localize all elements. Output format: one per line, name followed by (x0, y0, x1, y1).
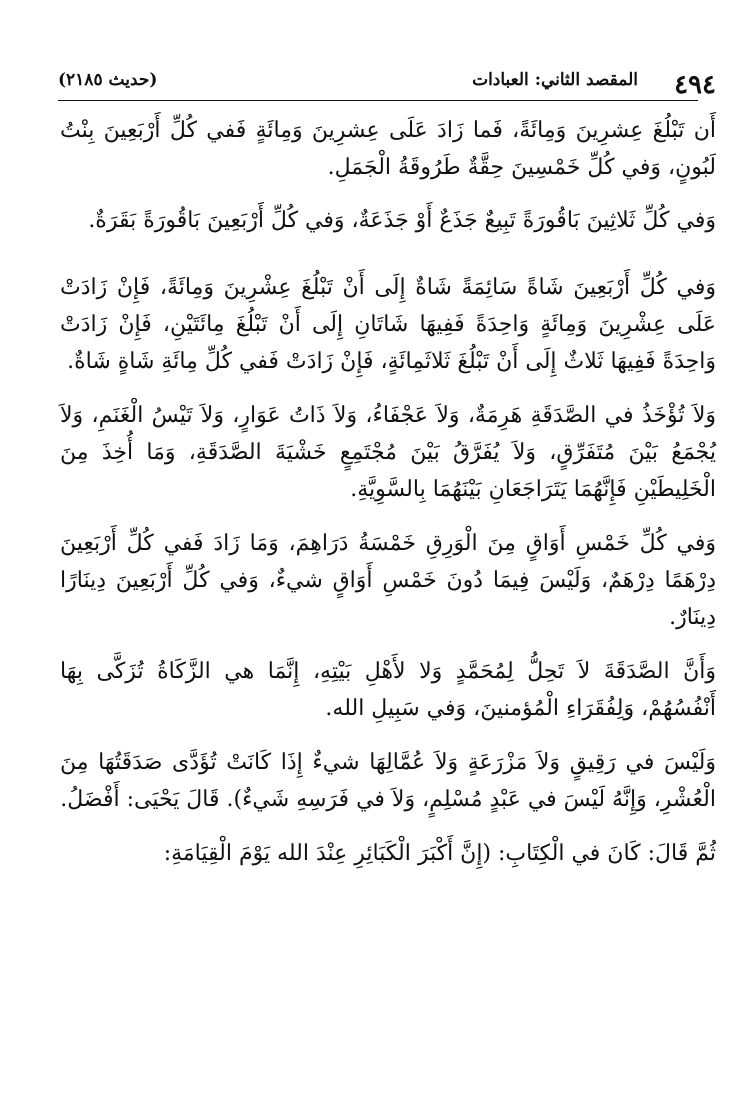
paragraph: وَفي كُلِّ خَمْسِ أَوَاقٍ مِنَ الْوَرِقِ خَمْسَةُ دَرَاهِمَ، وَمَا زَادَ فَفي كُلِّ أَرْبَعِينَ دِرْهَمًا دِرْهَمٌ، وَلَيْسَ فِيمَا دُونَ خَمْسِ أَوَاقٍ شيءٌ، وَفي كُلِّ أَرْبَعِينَ دِينَارًا دِينَارٌ. (60, 531, 716, 630)
paragraph: وَفي كُلِّ أَرْبَعِينَ شَاةً سَائِمَةً شَاةٌ إِلَى أَنْ تَبْلُغَ عِشْرِينَ وَمِائَةً، فَإِنْ زَادَتْ عَلَى عِشْرِينَ وَمِائَةٍ وَاحِدَةً فَفِيهَا شَاتَانِ إِلَى أَنْ تَبْلُغَ مِائَتَيْنِ، فَإِنْ زَادَتْ وَاحِدَةً فَفِيهَا ثَلاثٌ إِلَى أَنْ تَبْلُغَ ثَلاثَمِائَةٍ، فَإِنْ زَادَتْ فَفي كُلِّ مِائَةِ شَاةٍ شَاةٌ. (60, 275, 716, 374)
page-header (58, 66, 716, 100)
paragraph: وَأَنَّ الصَّدَقَةَ لاَ تَحِلُّ لِمُحَمَّدٍ وَلا لأَهْلِ بَيْتِهِ، إِنَّمَا هي الزَّكَاةُ تُزَكَّى بِهَا أَنْفُسُهُمْ، وَلِفُقَرَاءِ الْمُؤمنينَ، وَفي سَبِيلِ الله. (60, 659, 716, 721)
paragraph: وَفي كُلِّ ثَلاثِينَ بَاقُورَةً تَبِيعٌ جَذَعٌ أَوْ جَذَعَةٌ، وَفي كُلِّ أَرْبَعِينَ بَاقُورَةً بَقَرَةٌ. (88, 208, 716, 233)
paragraph: أَن تَبْلُغَ عِشرِينَ وَمِائَةً، فَما زَادَ عَلَى عِشرِينَ وَمِائَةٍ فَفي كُلِّ أَرْبَعِينَ بِنْتُ لَبُونٍ، وَفي كُلِّ خَمْسِينَ حِقَّةٌ طَرُوقَةُ الْجَمَلِ. (60, 118, 716, 180)
paragraph: وَلَيْسَ في رَقِيقٍ وَلاَ مَزْرَعَةٍ وَلاَ عُمَّالِهَا شيءٌ إِذَا كَانَتْ تُؤَدَّى صَدَقَتُهَا مِنَ الْعُشْرِ، وَإِنَّهُ لَيْسَ في عَبْدٍ مُسْلِمٍ، وَلاَ في فَرَسِهِ شَيءٌ). قَالَ يَحْيَى: أَفْضَلُ. (60, 750, 716, 812)
page-number: ٤٩٤ (674, 70, 716, 100)
paragraph: وَلاَ تُؤْخَذُ في الصَّدَقَةِ هَرِمَةٌ، وَلاَ عَجْفَاءُ، وَلاَ ذَاتُ عَوَارٍ، وَلاَ تَيْسُ الْغَنَمِ، وَلاَ يُجْمَعُ بَيْنَ مُتَفَرِّقٍ، وَلاَ يُفَرَّقُ بَيْنَ مُجْتَمِعٍ خَشْيَةَ الصَّدَقَةِ، وَمَا أُخِذَ مِنَ الْخَلِيطَيْنِ فَإِنَّهُمَا يَتَرَاجَعَانِ بَيْنَهُمَا بِالسَّوِيَّةِ. (60, 403, 716, 502)
header-divider (58, 100, 698, 101)
section-title: المقصد الثاني: العبادات (472, 70, 638, 90)
paragraph: ثُمَّ قَالَ: كَانَ في الْكِتَابِ: (إِنَّ أَكْبَرَ الْكَبَائِرِ عِنْدَ الله يَوْمَ الْقِيَامَةِ: (163, 841, 716, 866)
page-body (60, 112, 716, 872)
hadith-number: (حديث ٢١٨٥) (58, 70, 158, 90)
